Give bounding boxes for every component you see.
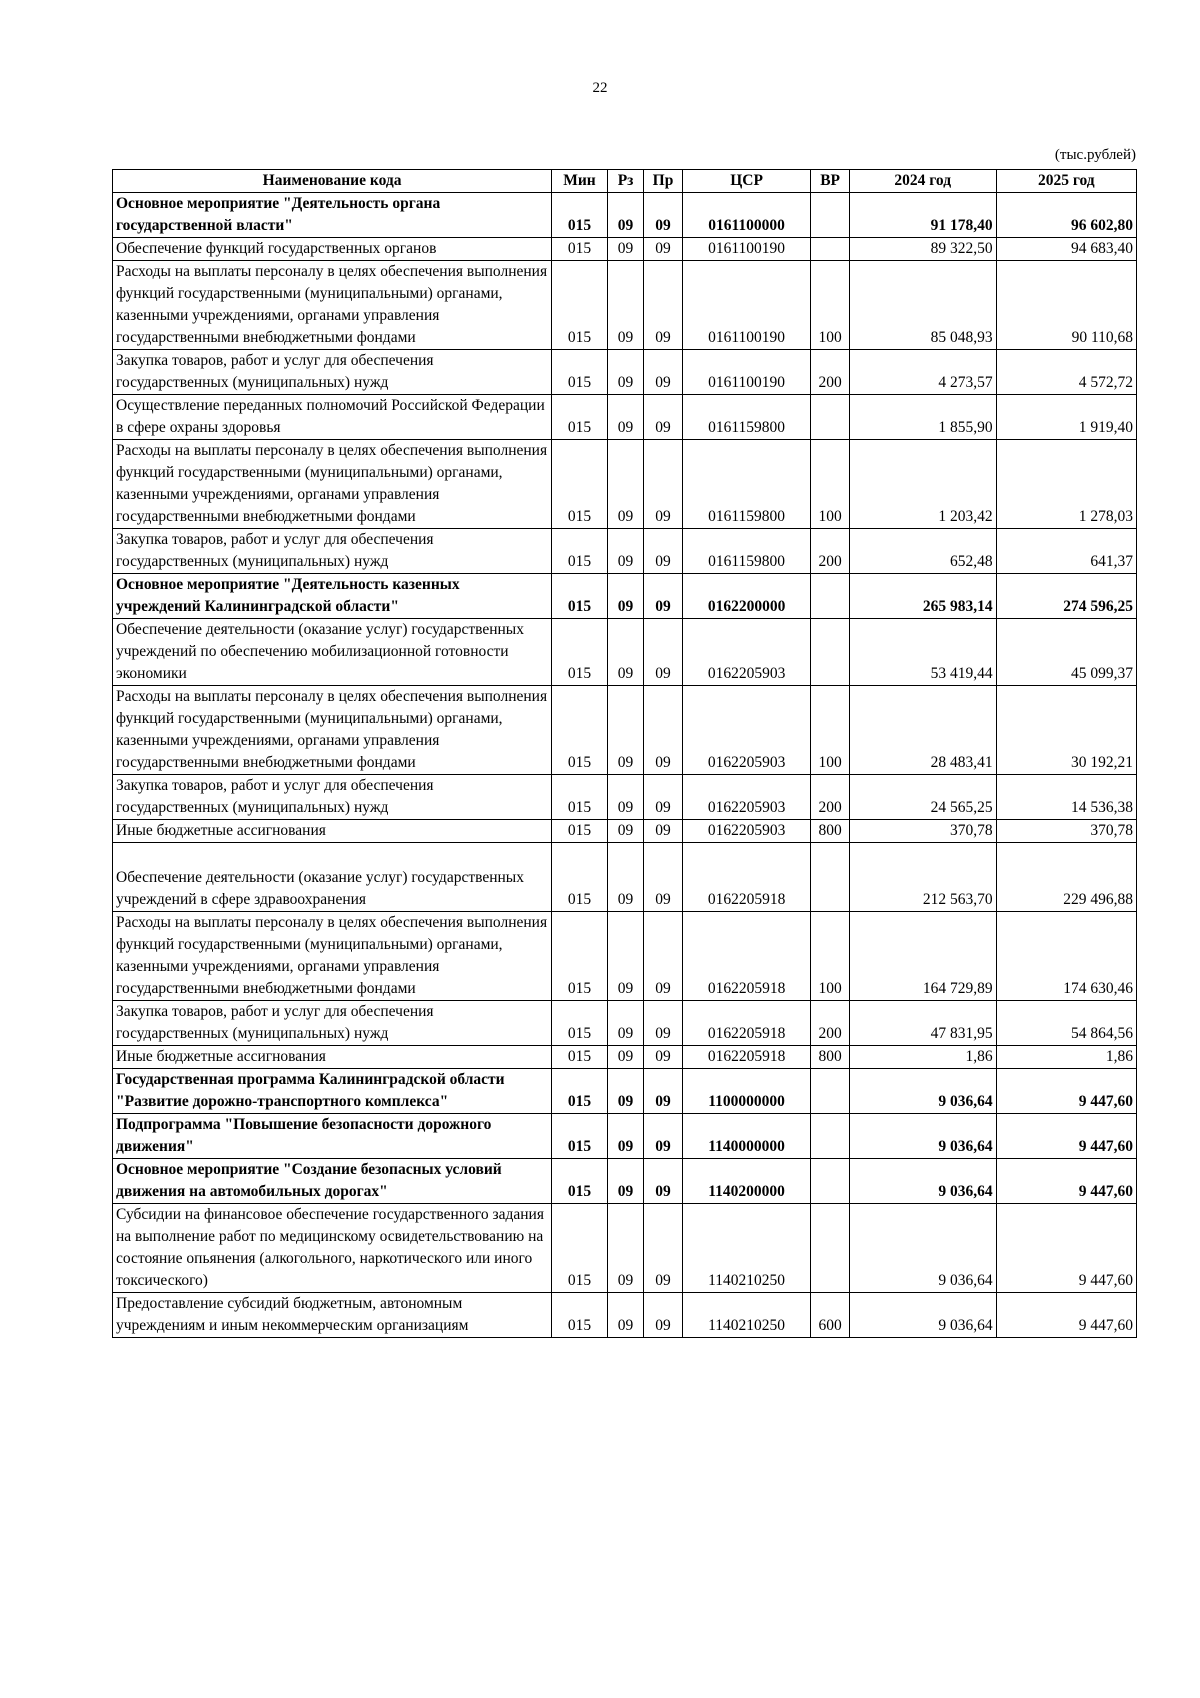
table-row [113, 238, 1137, 261]
row-2024: 212 563,70 [849, 843, 996, 912]
table-row [113, 1001, 1137, 1046]
row-rz: 09 [607, 1114, 643, 1159]
row-rz: 09 [607, 820, 643, 843]
row-2024: 164 729,89 [849, 912, 996, 1001]
row-2025: 9 447,60 [996, 1069, 1136, 1114]
row-2025: 229 496,88 [996, 843, 1136, 912]
row-min: 015 [552, 529, 608, 574]
row-2024: 1 855,90 [849, 395, 996, 440]
row-csr: 0162205903 [682, 619, 811, 686]
row-min: 015 [552, 1114, 608, 1159]
row-csr: 0162205903 [682, 820, 811, 843]
row-vr: 100 [811, 261, 850, 350]
row-csr: 0162205918 [682, 1046, 811, 1069]
row-2025: 9 447,60 [996, 1293, 1136, 1338]
row-2024: 1,86 [849, 1046, 996, 1069]
row-rz: 09 [607, 775, 643, 820]
row-vr [811, 843, 850, 912]
row-min: 015 [552, 261, 608, 350]
table-row [113, 574, 1137, 619]
row-2024: 652,48 [849, 529, 996, 574]
row-min: 015 [552, 1204, 608, 1293]
row-name: Обеспечение функций государственных органов [113, 238, 552, 261]
row-name: Закупка товаров, работ и услуг для обеспечения государственных (муниципальных) нужд [113, 350, 552, 395]
row-csr: 0162205918 [682, 843, 811, 912]
row-name: Предоставление субсидий бюджетным, автономным учреждениям и иным некоммерческим организациям [113, 1293, 552, 1338]
row-2025: 1 919,40 [996, 395, 1136, 440]
row-vr [811, 1114, 850, 1159]
row-csr: 1140200000 [682, 1159, 811, 1204]
row-min: 015 [552, 1001, 608, 1046]
table-row [113, 1293, 1137, 1338]
table-row [113, 1069, 1137, 1114]
row-pr: 09 [644, 619, 683, 686]
row-vr: 200 [811, 350, 850, 395]
row-rz: 09 [607, 686, 643, 775]
table-row [113, 350, 1137, 395]
row-2024: 9 036,64 [849, 1069, 996, 1114]
header-rz: Рз [607, 170, 643, 193]
table-row [113, 1114, 1137, 1159]
row-pr: 09 [644, 238, 683, 261]
row-min: 015 [552, 775, 608, 820]
row-vr: 100 [811, 440, 850, 529]
row-vr: 800 [811, 1046, 850, 1069]
row-vr [811, 238, 850, 261]
row-csr: 0161159800 [682, 440, 811, 529]
row-csr: 0161159800 [682, 395, 811, 440]
row-csr: 0161159800 [682, 529, 811, 574]
row-min: 015 [552, 843, 608, 912]
table-row [113, 440, 1137, 529]
row-rz: 09 [607, 350, 643, 395]
table-row [113, 193, 1137, 238]
row-csr: 0161100000 [682, 193, 811, 238]
row-2025: 274 596,25 [996, 574, 1136, 619]
row-min: 015 [552, 1293, 608, 1338]
row-2024: 265 983,14 [849, 574, 996, 619]
row-csr: 0161100190 [682, 261, 811, 350]
row-vr: 200 [811, 775, 850, 820]
row-name: Расходы на выплаты персоналу в целях обеспечения выполнения функций государственными (муниципальными) органами, казенными учреждениями, органами управления государственными внебюджетными фондами [113, 686, 552, 775]
row-rz: 09 [607, 1204, 643, 1293]
row-pr: 09 [644, 261, 683, 350]
row-2025: 94 683,40 [996, 238, 1136, 261]
row-2025: 370,78 [996, 820, 1136, 843]
row-vr: 800 [811, 820, 850, 843]
row-2024: 24 565,25 [849, 775, 996, 820]
row-csr: 0162205903 [682, 775, 811, 820]
row-name: Обеспечение деятельности (оказание услуг) государственных учреждений в сфере здравоохранения [113, 843, 552, 912]
row-vr [811, 1159, 850, 1204]
row-csr: 1100000000 [682, 1069, 811, 1114]
row-name: Закупка товаров, работ и услуг для обеспечения государственных (муниципальных) нужд [113, 529, 552, 574]
table-row [113, 529, 1137, 574]
row-min: 015 [552, 1159, 608, 1204]
table-row [113, 686, 1137, 775]
row-name: Расходы на выплаты персоналу в целях обеспечения выполнения функций государственными (муниципальными) органами, казенными учреждениями, органами управления государственными внебюджетными фондами [113, 261, 552, 350]
row-rz: 09 [607, 238, 643, 261]
row-rz: 09 [607, 619, 643, 686]
budget-table [112, 169, 1137, 1338]
table-row [113, 395, 1137, 440]
table-row [113, 1046, 1137, 1069]
row-2025: 9 447,60 [996, 1114, 1136, 1159]
row-name: Иные бюджетные ассигнования [113, 1046, 552, 1069]
row-2025: 96 602,80 [996, 193, 1136, 238]
row-pr: 09 [644, 820, 683, 843]
row-name: Субсидии на финансовое обеспечение государственного задания на выполнение работ по медицинскому освидетельствованию на состояние опьянения (алкогольного, наркотического или иного токсического) [113, 1204, 552, 1293]
row-2024: 47 831,95 [849, 1001, 996, 1046]
row-2025: 4 572,72 [996, 350, 1136, 395]
row-min: 015 [552, 1046, 608, 1069]
table-row [113, 843, 1137, 912]
row-min: 015 [552, 820, 608, 843]
row-2024: 9 036,64 [849, 1159, 996, 1204]
row-min: 015 [552, 238, 608, 261]
table-row [113, 912, 1137, 1001]
header-name: Наименование кода [113, 170, 552, 193]
row-name: Закупка товаров, работ и услуг для обеспечения государственных (муниципальных) нужд [113, 1001, 552, 1046]
row-csr: 1140210250 [682, 1293, 811, 1338]
row-pr: 09 [644, 440, 683, 529]
row-min: 015 [552, 350, 608, 395]
row-rz: 09 [607, 261, 643, 350]
row-2024: 370,78 [849, 820, 996, 843]
row-rz: 09 [607, 1159, 643, 1204]
row-vr: 100 [811, 686, 850, 775]
row-2024: 91 178,40 [849, 193, 996, 238]
row-rz: 09 [607, 574, 643, 619]
row-name: Закупка товаров, работ и услуг для обеспечения государственных (муниципальных) нужд [113, 775, 552, 820]
row-name: Расходы на выплаты персоналу в целях обеспечения выполнения функций государственными (муниципальными) органами, казенными учреждениями, органами управления государственными внебюджетными фондами [113, 440, 552, 529]
header-min: Мин [552, 170, 608, 193]
header-2024: 2024 год [849, 170, 996, 193]
row-rz: 09 [607, 529, 643, 574]
row-2024: 28 483,41 [849, 686, 996, 775]
row-2025: 54 864,56 [996, 1001, 1136, 1046]
row-pr: 09 [644, 843, 683, 912]
row-rz: 09 [607, 1001, 643, 1046]
row-name: Государственная программа Калининградской области "Развитие дорожно-транспортного комплекса" [113, 1069, 552, 1114]
row-vr [811, 1069, 850, 1114]
row-min: 015 [552, 395, 608, 440]
row-vr: 200 [811, 529, 850, 574]
row-pr: 09 [644, 686, 683, 775]
row-pr: 09 [644, 574, 683, 619]
row-rz: 09 [607, 1046, 643, 1069]
row-rz: 09 [607, 395, 643, 440]
row-name: Подпрограмма "Повышение безопасности дорожного движения" [113, 1114, 552, 1159]
table-row [113, 775, 1137, 820]
row-pr: 09 [644, 1159, 683, 1204]
table-header-row [113, 170, 1137, 193]
row-name: Обеспечение деятельности (оказание услуг) государственных учреждений по обеспечению мобилизационной готовности экономики [113, 619, 552, 686]
units-label: (тыс.рублей) [1054, 147, 1136, 163]
row-pr: 09 [644, 1293, 683, 1338]
table-row [113, 619, 1137, 686]
row-2024: 85 048,93 [849, 261, 996, 350]
row-vr [811, 619, 850, 686]
row-2025: 1,86 [996, 1046, 1136, 1069]
row-csr: 1140000000 [682, 1114, 811, 1159]
row-csr: 1140210250 [682, 1204, 811, 1293]
row-name: Иные бюджетные ассигнования [113, 820, 552, 843]
row-2024: 9 036,64 [849, 1114, 996, 1159]
row-vr [811, 193, 850, 238]
row-2025: 90 110,68 [996, 261, 1136, 350]
header-vr: ВР [811, 170, 850, 193]
row-vr: 600 [811, 1293, 850, 1338]
row-rz: 09 [607, 1293, 643, 1338]
table-row [113, 1204, 1137, 1293]
row-csr: 0162205918 [682, 912, 811, 1001]
row-2024: 53 419,44 [849, 619, 996, 686]
row-csr: 0162200000 [682, 574, 811, 619]
row-pr: 09 [644, 912, 683, 1001]
row-vr [811, 395, 850, 440]
row-rz: 09 [607, 843, 643, 912]
row-pr: 09 [644, 1204, 683, 1293]
row-2025: 30 192,21 [996, 686, 1136, 775]
row-2025: 1 278,03 [996, 440, 1136, 529]
row-2024: 9 036,64 [849, 1293, 996, 1338]
table-row [113, 1159, 1137, 1204]
header-2025: 2025 год [996, 170, 1136, 193]
row-min: 015 [552, 1069, 608, 1114]
table-row [113, 820, 1137, 843]
row-2025: 14 536,38 [996, 775, 1136, 820]
row-pr: 09 [644, 350, 683, 395]
row-min: 015 [552, 193, 608, 238]
header-csr: ЦСР [682, 170, 811, 193]
table-row [113, 261, 1137, 350]
row-pr: 09 [644, 395, 683, 440]
row-pr: 09 [644, 775, 683, 820]
row-min: 015 [552, 912, 608, 1001]
row-rz: 09 [607, 193, 643, 238]
row-min: 015 [552, 574, 608, 619]
row-min: 015 [552, 619, 608, 686]
row-pr: 09 [644, 1046, 683, 1069]
row-csr: 0161100190 [682, 238, 811, 261]
row-min: 015 [552, 440, 608, 529]
row-pr: 09 [644, 1069, 683, 1114]
row-2024: 9 036,64 [849, 1204, 996, 1293]
row-2025: 174 630,46 [996, 912, 1136, 1001]
row-name: Основное мероприятие "Деятельность казенных учреждений Калининградской области" [113, 574, 552, 619]
row-csr: 0161100190 [682, 350, 811, 395]
row-2024: 4 273,57 [849, 350, 996, 395]
row-pr: 09 [644, 529, 683, 574]
row-2024: 89 322,50 [849, 238, 996, 261]
row-rz: 09 [607, 912, 643, 1001]
row-name: Осуществление переданных полномочий Российской Федерации в сфере охраны здоровья [113, 395, 552, 440]
row-name: Основное мероприятие "Деятельность органа государственной власти" [113, 193, 552, 238]
row-rz: 09 [607, 1069, 643, 1114]
row-pr: 09 [644, 193, 683, 238]
page-number: 22 [592, 80, 608, 96]
row-vr [811, 1204, 850, 1293]
row-name: Расходы на выплаты персоналу в целях обеспечения выполнения функций государственными (муниципальными) органами, казенными учреждениями, органами управления государственными внебюджетными фондами [113, 912, 552, 1001]
header-pr: Пр [644, 170, 683, 193]
row-pr: 09 [644, 1114, 683, 1159]
row-2025: 45 099,37 [996, 619, 1136, 686]
row-2024: 1 203,42 [849, 440, 996, 529]
row-min: 015 [552, 686, 608, 775]
row-2025: 9 447,60 [996, 1204, 1136, 1293]
row-pr: 09 [644, 1001, 683, 1046]
row-csr: 0162205903 [682, 686, 811, 775]
row-name: Основное мероприятие "Создание безопасных условий движения на автомобильных дорогах" [113, 1159, 552, 1204]
row-vr [811, 574, 850, 619]
row-2025: 9 447,60 [996, 1159, 1136, 1204]
row-csr: 0162205918 [682, 1001, 811, 1046]
row-vr: 200 [811, 1001, 850, 1046]
row-2025: 641,37 [996, 529, 1136, 574]
row-rz: 09 [607, 440, 643, 529]
row-vr: 100 [811, 912, 850, 1001]
